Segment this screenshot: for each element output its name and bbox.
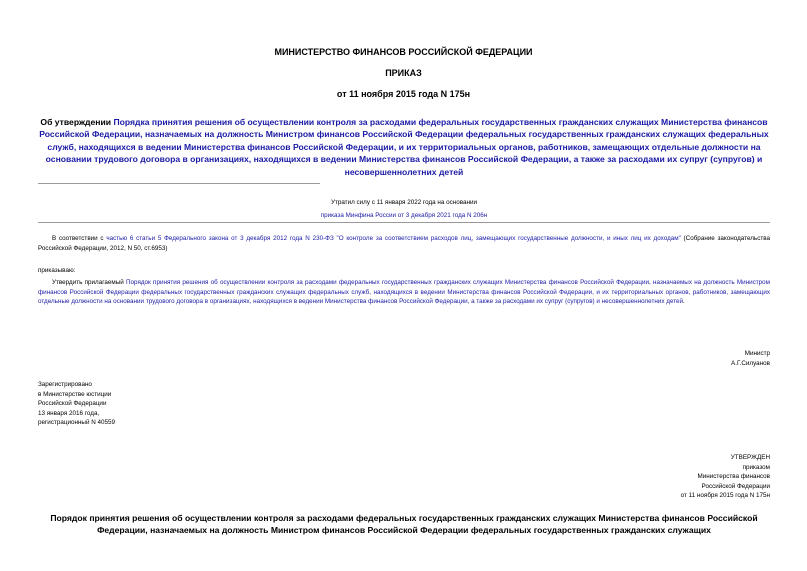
approved-line: приказом bbox=[742, 463, 770, 471]
preamble-text-1: В соответствии с bbox=[52, 235, 107, 242]
registration-line: 13 января 2016 года, bbox=[38, 409, 100, 417]
signature-position: Министр bbox=[744, 350, 770, 357]
preamble-law-link[interactable]: частью 6 статьи 5 Федерального закона от 3 декабря 2012 года N 230-ФЗ "О контроле за соответствием расходов лиц, замещающих государственные должности, и иных лиц их доходам" bbox=[106, 235, 681, 242]
title-prefix: Об утверждении bbox=[40, 117, 114, 127]
clause-order-link[interactable]: Порядок принятия решения об осуществлении контроля за расходами федеральных государственных гражданских служащих Министерства финансов Российской Федерации, назначаемых на должность Министром финансов Российской Федерации федеральных государственных гражданских служащих федеральных служб, находящихся в ведении Министерства финансов Российской Федерации, и их территориальных органов, работников, замещающих отдельные должности на основании трудового договора в организациях, находящихся в ведении Министерства финансов Российской Федерации, а также за расходами их супруг (супругов) и несовершеннолетних детей bbox=[38, 279, 770, 306]
annex-title: Порядок принятия решения об осуществлении контроля за расходами федеральных государственных гражданских служащих Министерства финансов Российской Федерации, назначаемых на должность Министром финансов Российской Федерации федеральных государственных гражданских служащих bbox=[50, 513, 758, 535]
signature-block bbox=[570, 349, 770, 368]
registration-line: в Министерстве юстиции bbox=[38, 390, 112, 398]
registration-line: регистрационный N 40559 bbox=[38, 419, 116, 427]
status-note bbox=[38, 196, 770, 222]
registration-block bbox=[38, 380, 238, 428]
approved-line: Российской Федерации bbox=[701, 482, 770, 490]
doc-type-heading: ПРИКАЗ bbox=[385, 68, 422, 78]
clause-paragraph bbox=[38, 278, 770, 307]
approved-line: Министерства финансов bbox=[697, 473, 770, 481]
status-note-link[interactable]: приказа Минфина России от 3 декабря 2021 года N 206н bbox=[320, 212, 488, 219]
registration-line: Зарегистрировано bbox=[38, 381, 92, 388]
document-title bbox=[38, 116, 770, 178]
preamble-paragraph bbox=[38, 234, 770, 253]
divider-short bbox=[38, 183, 320, 184]
approved-line: УТВЕРЖДЕН bbox=[730, 454, 770, 461]
clause-text-2: . bbox=[683, 298, 685, 306]
ministry-heading: МИНИСТЕРСТВО ФИНАНСОВ РОССИЙСКОЙ ФЕДЕРАЦИИ bbox=[274, 47, 533, 57]
status-note-line1: Утратил силу с 11 января 2022 года на основании bbox=[330, 199, 478, 206]
title-link[interactable]: Порядка принятия решения об осуществлении контроля за расходами федеральных государственных гражданских служащих Министерства финансов Российской Федерации, назначаемых на должность Министром финансов Российской Федерации федеральных государственных гражданских служащих федеральных служб, находящихся в ведении Министерства финансов Российской Федерации, и их территориальных органов, работников, замещающих отдельные должности на основании трудового договора в организациях, находящихся в ведении Министерства финансов Российской Федерации, а также за расходами их супруг (супругов) и несовершеннолетних детей bbox=[39, 117, 769, 177]
approved-block bbox=[570, 453, 770, 501]
clause-text-1: Утвердить прилагаемый bbox=[52, 279, 126, 286]
doc-date-number: от 11 ноября 2015 года N 175н bbox=[336, 89, 471, 99]
registration-line: Российской Федерации bbox=[38, 400, 107, 408]
signature-name: А.Г.Силуанов bbox=[731, 359, 770, 367]
preamble-text-2: (Собрание законодательства Российской Федерации, 2012, N 50, ст.6953) bbox=[38, 235, 771, 252]
approved-line: от 11 ноября 2015 года N 175н bbox=[680, 492, 770, 500]
divider-full bbox=[38, 222, 770, 223]
order-word: приказываю: bbox=[38, 267, 76, 274]
